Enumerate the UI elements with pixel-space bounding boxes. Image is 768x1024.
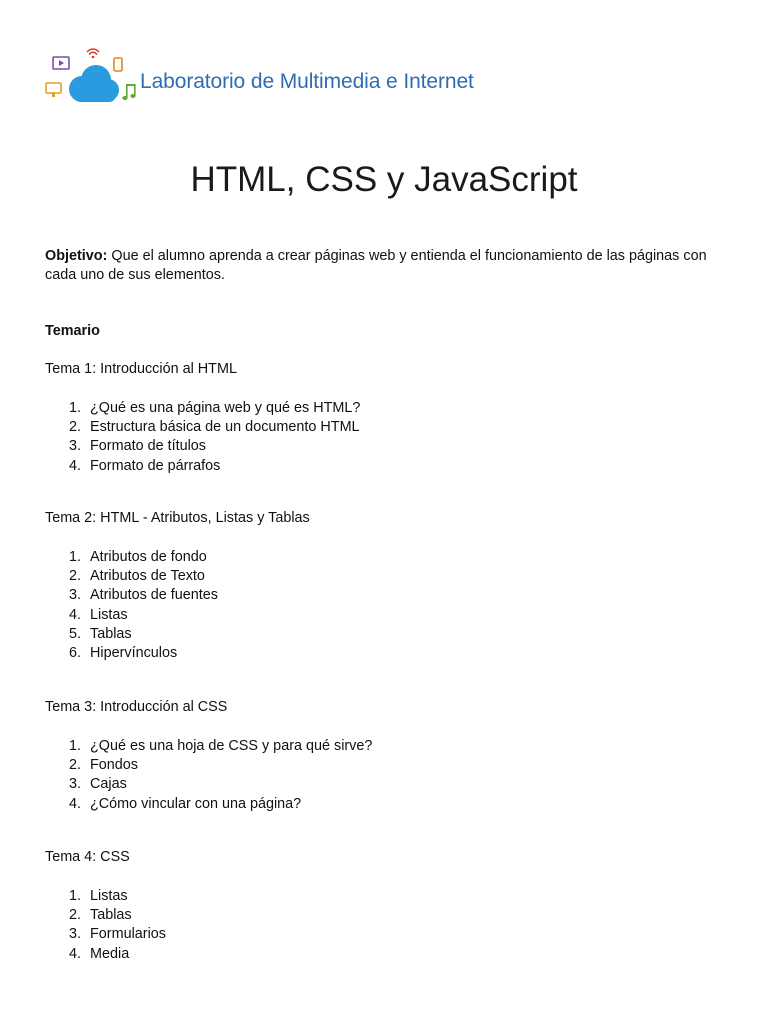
topic-item-list (0, 887, 166, 964)
topic-title: Tema 3: Introducción al CSS (45, 699, 228, 715)
list-item: 4. Media (68, 945, 130, 962)
cloud-icon (69, 65, 119, 102)
topic-item-list (0, 737, 372, 814)
lab-logo (44, 44, 140, 106)
list-item: 3. Cajas (68, 776, 127, 793)
list-item: 1. Listas (68, 888, 128, 904)
topic-title: Tema 1: Introducción al HTML (45, 361, 237, 377)
document-title: HTML, CSS y JavaScript (190, 160, 578, 199)
list-item: 3. Formato de títulos (68, 438, 206, 455)
cloud-logo-icon (44, 44, 140, 106)
video-icon (53, 57, 69, 69)
wifi-icon (87, 49, 99, 58)
list-item: 1. ¿Qué es una hoja de CSS y para qué sirve? (68, 738, 373, 754)
list-item: 5. Tablas (68, 625, 132, 642)
temario-heading: Temario (45, 323, 100, 339)
lab-name: Laboratorio de Multimedia e Internet (140, 70, 474, 93)
list-item: 3. Formularios (68, 926, 166, 943)
list-item: 1. Atributos de fondo (68, 549, 207, 565)
phone-icon (114, 58, 122, 71)
music-note-icon (122, 84, 135, 100)
list-item: 2. Estructura básica de un documento HTML (68, 419, 360, 436)
topic-item-list (0, 399, 360, 476)
topic-item-list (0, 548, 218, 663)
list-item: 6. Hipervínculos (68, 645, 178, 662)
list-item: 2. Atributos de Texto (68, 568, 205, 585)
list-item: 4. ¿Cómo vincular con una página? (68, 795, 302, 812)
objective-label: Objetivo: (45, 248, 108, 264)
list-item: 2. Tablas (68, 907, 132, 924)
list-item: 4. Formato de párrafos (68, 457, 221, 474)
list-item: 4. Listas (68, 606, 128, 623)
monitor-icon (46, 83, 61, 97)
list-item: 2. Fondos (68, 757, 138, 774)
topic-title: Tema 4: CSS (45, 849, 130, 865)
objective-paragraph (45, 247, 735, 285)
list-item: 1. ¿Qué es una página web y qué es HTML? (68, 400, 361, 416)
topic-title: Tema 2: HTML - Atributos, Listas y Tablas (45, 510, 310, 526)
list-item: 3. Atributos de fuentes (68, 587, 218, 604)
objective-text: Que el alumno aprenda a crear páginas web y entienda el funcionamiento de las páginas con cada uno de sus elementos. (45, 248, 707, 283)
